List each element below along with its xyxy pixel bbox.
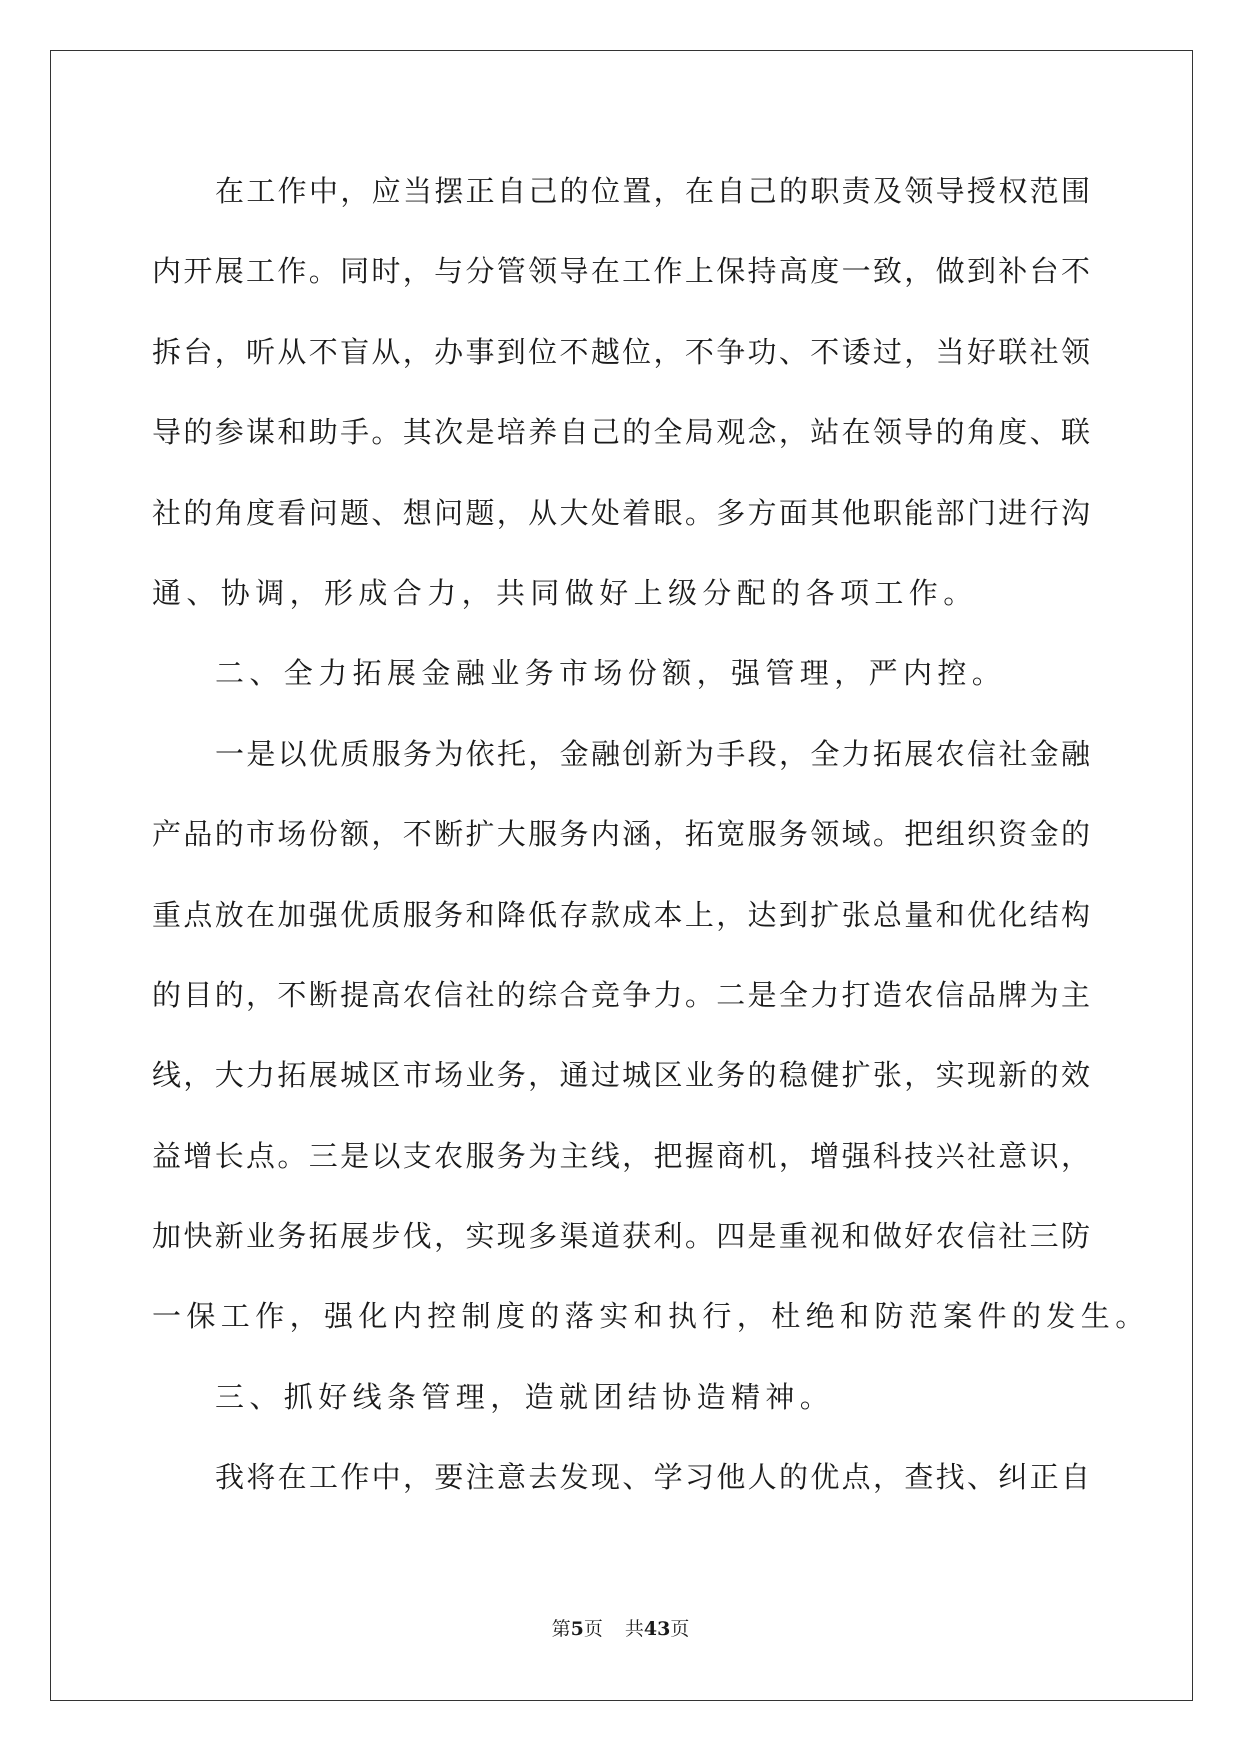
page-footer (0, 1614, 1241, 1641)
page-prefix: 第 (551, 1618, 571, 1640)
paragraph-line: 的目的，不断提高农信社的综合竞争力。二是全力打造农信品牌为主 (152, 977, 1090, 1012)
paragraph-line: 重点放在加强优质服务和降低存款成本上，达到扩张总量和优化结构 (152, 897, 1090, 932)
paragraph-line: 社的角度看问题、想问题，从大处着眼。多方面其他职能部门进行沟 (152, 495, 1090, 530)
paragraph-line: 益增长点。三是以支农服务为主线，把握商机，增强科技兴社意识， (152, 1138, 1090, 1173)
paragraph-line: 线，大力拓展城区市场业务，通过城区业务的稳健扩张，实现新的效 (152, 1058, 1090, 1093)
paragraph-line: 拆台，听从不盲从，办事到位不越位，不争功、不诿过，当好联社领 (152, 334, 1090, 369)
total-suffix: 页 (670, 1618, 690, 1640)
paragraph-line: 在工作中，应当摆正自己的位置，在自己的职责及领导授权范围 (215, 174, 1090, 208)
paragraph-line: 一保工作，强化内控制度的落实和执行，杜绝和防范案件的发生。 (152, 1299, 1150, 1334)
page-suffix: 页 (583, 1618, 603, 1640)
paragraph-line: 我将在工作中，要注意去发现、学习他人的优点，查找、纠正自 (215, 1460, 1090, 1495)
paragraph-line: 导的参谋和助手。其次是培养自己的全局观念，站在领导的角度、联 (152, 415, 1090, 450)
paragraph-line: 内开展工作。同时，与分管领导在工作上保持高度一致，做到补台不 (152, 254, 1090, 289)
section-heading: 二、全力拓展金融业务市场份额，强管理，严内控。 (215, 656, 1007, 691)
section-heading: 三、抓好线条管理，造就团结协造精神。 (215, 1379, 835, 1414)
paragraph-line: 产品的市场份额，不断扩大服务内涵，拓宽服务领域。把组织资金的 (152, 817, 1090, 852)
page-number: 5 (570, 1618, 584, 1640)
paragraph-line: 一是以优质服务为依托，金融创新为手段，全力拓展农信社金融 (215, 736, 1090, 771)
paragraph-line: 通、协调，形成合力，共同做好上级分配的各项工作。 (152, 575, 978, 610)
document-body (152, 161, 1150, 1528)
total-prefix: 共 (624, 1618, 644, 1640)
total-pages: 43 (643, 1618, 671, 1640)
paragraph-line: 加快新业务拓展步伐，实现多渠道获利。四是重视和做好农信社三防 (152, 1219, 1090, 1254)
